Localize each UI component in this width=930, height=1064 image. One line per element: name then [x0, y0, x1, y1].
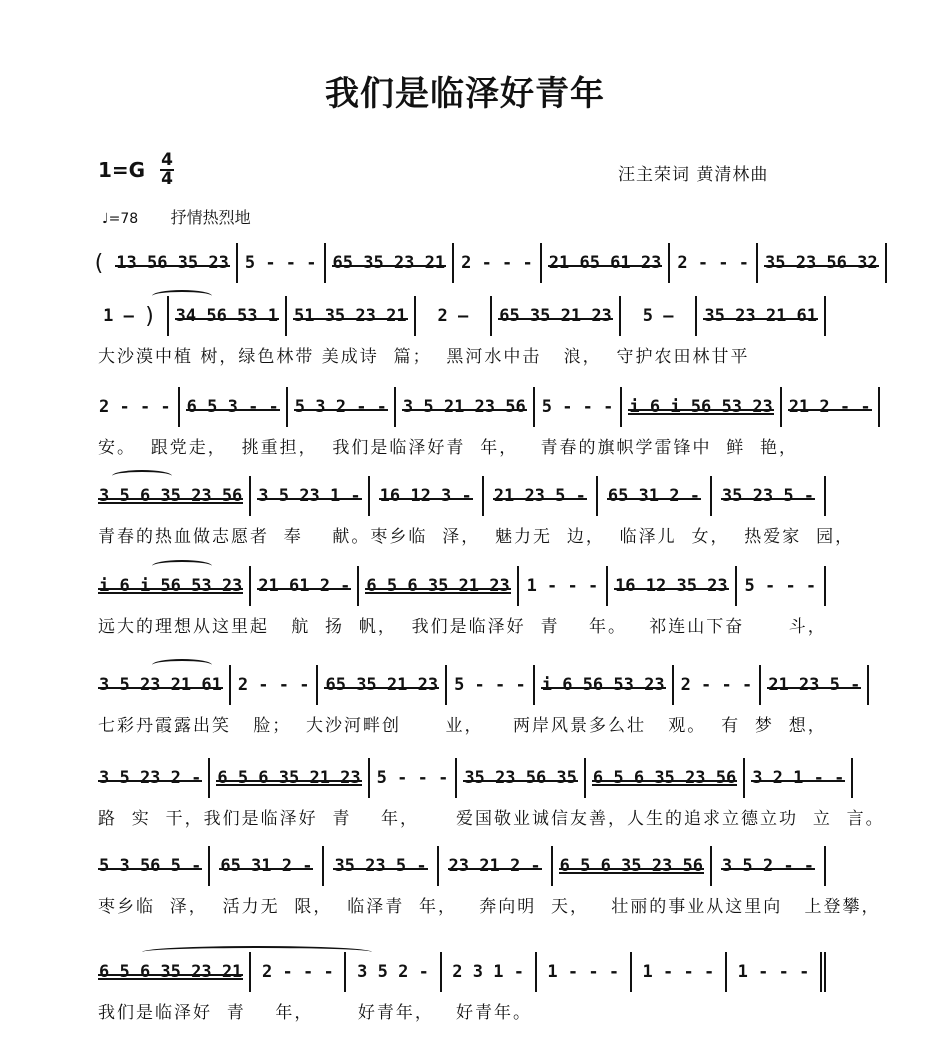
measure-final — [727, 952, 826, 992]
notes-row — [92, 758, 845, 798]
measure — [442, 952, 537, 992]
time-numerator: 4 — [161, 150, 173, 170]
note-group: 2 - - - — [99, 397, 171, 417]
notes-row — [92, 952, 826, 992]
note-group: 3 5 23 21 61 — [99, 675, 222, 695]
note-group: 21 2 - - — [788, 397, 871, 417]
measure — [370, 476, 484, 516]
note-group: 51 35 23 21 — [293, 306, 407, 326]
note-group: i 6 56 53 23 — [541, 675, 665, 695]
note-group: 6 5 3 - - — [186, 397, 279, 417]
measure — [537, 952, 632, 992]
note-group: 35 23 56 32 — [765, 253, 878, 273]
notes-row — [92, 566, 826, 606]
measure — [318, 665, 447, 705]
note-group: 1 - - - — [737, 962, 810, 982]
measure — [758, 243, 887, 283]
measure — [439, 846, 553, 886]
note-group: 1 - - - — [526, 576, 599, 596]
measure — [670, 243, 758, 283]
note-group: 2 - - - — [237, 675, 310, 695]
note-group: 5 3 2 - - — [294, 397, 387, 417]
note-group: 1 - - - — [547, 962, 620, 982]
measure — [586, 758, 745, 798]
measure — [598, 476, 712, 516]
measure — [457, 758, 586, 798]
note-group: i 6 i 56 53 23 — [629, 397, 773, 417]
lyrics-line: 路 实 干，我们是临泽好 青 年， 爱国敬业诚信友善，人生的追求立德立功 立 言。 — [98, 809, 885, 829]
note-group: 3 5 23 1 - — [258, 486, 361, 506]
measure — [92, 952, 251, 992]
credits: 汪主荣词 黄清林曲 — [618, 165, 769, 185]
measure — [92, 476, 251, 516]
measure — [622, 387, 781, 427]
measure — [92, 758, 210, 798]
measure — [761, 665, 869, 705]
note-group: 3 5 2 - — [357, 962, 429, 982]
measure — [712, 476, 826, 516]
note-group: 16 12 35 23 — [615, 576, 728, 596]
measure — [737, 566, 826, 606]
measure — [484, 476, 598, 516]
tie — [142, 946, 372, 958]
measure — [519, 566, 608, 606]
notes-row — [92, 846, 826, 886]
notes-row — [92, 296, 826, 336]
measure — [674, 665, 762, 705]
note-group: 5 - - - — [454, 675, 526, 695]
note-group: 6 5 6 35 21 23 — [366, 576, 510, 596]
note-group: 3 5 6 35 23 56 — [99, 486, 243, 506]
slur — [152, 659, 212, 671]
measure — [608, 566, 737, 606]
measure — [210, 846, 324, 886]
measure — [92, 296, 169, 336]
measure — [346, 952, 441, 992]
note-group: 65 31 2 - — [607, 486, 700, 506]
measure — [416, 296, 493, 336]
note-group: 3 5 2 - - — [721, 856, 815, 876]
song-title: 我们是临泽好青年 — [325, 74, 605, 114]
measure — [542, 243, 671, 283]
note-group: 34 56 53 1 — [175, 306, 278, 326]
note-group: 6 5 6 35 23 21 — [99, 962, 243, 982]
measure — [287, 296, 416, 336]
notes-row — [92, 243, 878, 283]
lyrics-line: 远大的理想从这里起 航 扬 帆， 我们是临泽好 青 年。 祁连山下奋 斗， — [98, 617, 827, 637]
note-group: 65 35 23 21 — [332, 253, 446, 273]
note-group: 35 23 56 35 — [464, 768, 577, 788]
notes-row — [92, 387, 871, 427]
slur — [112, 470, 172, 482]
measure — [231, 665, 319, 705]
measure — [251, 952, 346, 992]
note-group: 2 - - - — [677, 253, 749, 273]
tempo-mark: ♩=78 — [102, 211, 139, 227]
lyrics-line: 七彩丹霞露出笑 脸； 大沙河畔创 业， 两岸风景多么壮 观。 有 梦 想， — [98, 716, 827, 736]
note-group: 21 23 5 - — [493, 486, 586, 506]
measure — [238, 243, 326, 283]
slur — [152, 290, 212, 302]
note-group: 2 - - - — [680, 675, 753, 695]
measure — [535, 387, 623, 427]
note-group: 23 21 2 - — [448, 856, 541, 876]
measure — [621, 296, 698, 336]
measure — [326, 243, 455, 283]
note-group: 13 56 35 23 — [116, 253, 229, 273]
lyrics-line: 枣乡临 泽， 活力无 限， 临泽青 年， 奔向明 天， 壮丽的事业从这里向 上登攀， — [98, 897, 881, 917]
note-group: 21 61 2 - — [258, 576, 351, 596]
note-group: 1 — — [103, 306, 134, 326]
note-group: 35 23 21 61 — [704, 306, 818, 326]
measure — [553, 846, 712, 886]
measure — [712, 846, 826, 886]
note-group: 5 - - - — [541, 397, 614, 417]
lyrics-line: 我们是临泽好 青 年， 好青年， 好青年。 — [98, 1003, 533, 1023]
note-group: 21 23 5 - — [768, 675, 861, 695]
repeat-close-bracket: ) — [143, 303, 157, 329]
lyrics-line: 青春的热血做志愿者 奉 献。枣乡临 泽， 魅力无 边， 临泽儿 女， 热爱家 园， — [98, 527, 855, 547]
measure — [324, 846, 438, 886]
note-group: i 6 i 56 53 23 — [99, 576, 243, 596]
key-signature — [98, 152, 174, 188]
note-group: 6 5 6 35 23 56 — [592, 768, 737, 788]
note-group: 1 - - - — [642, 962, 715, 982]
note-group: 2 3 1 - — [452, 962, 524, 982]
notes-row — [92, 476, 826, 516]
measure — [454, 243, 542, 283]
measure — [180, 387, 288, 427]
tempo-expression: 抒情热烈地 — [170, 208, 251, 227]
measure — [210, 758, 369, 798]
note-group: 35 23 5 - — [334, 856, 427, 876]
measure — [535, 665, 674, 705]
note-group: 5 - - - — [376, 768, 449, 788]
time-signature — [160, 152, 174, 188]
note-group: 35 23 5 - — [721, 486, 815, 506]
measure — [697, 296, 826, 336]
measure — [447, 665, 535, 705]
note-group: 21 65 61 23 — [548, 253, 662, 273]
key-label: 1=G — [98, 158, 146, 182]
note-group: 5 — — [642, 306, 674, 326]
note-group: 65 31 2 - — [220, 856, 313, 876]
lyrics-line: 安。 跟党走， 挑重担， 我们是临泽好青 年， 青春的旗帜学雷锋中 鲜 艳， — [98, 438, 799, 458]
tempo — [102, 205, 251, 228]
repeat-open-bracket: ( — [92, 250, 106, 276]
measure — [92, 387, 180, 427]
note-group: 2 — — [437, 306, 469, 326]
slur — [152, 560, 212, 572]
note-group: 2 - - - — [262, 962, 334, 982]
measure — [288, 387, 396, 427]
note-group: 2 - - - — [461, 253, 533, 273]
measure — [251, 476, 369, 516]
measure — [370, 758, 458, 798]
note-group: 5 - - - — [244, 253, 317, 273]
note-group: 3 5 21 23 56 — [402, 397, 526, 417]
note-group: 5 3 56 5 - — [99, 856, 202, 876]
note-group: 6 5 6 35 21 23 — [217, 768, 361, 788]
note-group: 6 5 6 35 23 56 — [559, 856, 703, 876]
note-group: 65 35 21 23 — [325, 675, 439, 695]
time-denominator: 4 — [161, 169, 173, 189]
measure — [492, 296, 621, 336]
note-group: 5 - - - — [744, 576, 817, 596]
measure — [251, 566, 359, 606]
note-group: 16 12 3 - — [379, 486, 472, 506]
measure — [92, 846, 210, 886]
measure — [359, 566, 518, 606]
measure — [109, 243, 238, 283]
measure — [92, 566, 251, 606]
notes-row — [92, 665, 861, 705]
measure — [745, 758, 853, 798]
measure — [632, 952, 727, 992]
measure — [169, 296, 287, 336]
measure — [92, 665, 231, 705]
note-group: 3 2 1 - - — [752, 768, 845, 788]
note-group: 65 35 21 23 — [499, 306, 612, 326]
note-group: 3 5 23 2 - — [99, 768, 202, 788]
lyrics-line: 大沙漠中植 树，绿色林带 美成诗 篇； 黑河水中击 浪， 守护农田林甘平 — [98, 347, 750, 367]
measure — [396, 387, 535, 427]
measure — [782, 387, 880, 427]
